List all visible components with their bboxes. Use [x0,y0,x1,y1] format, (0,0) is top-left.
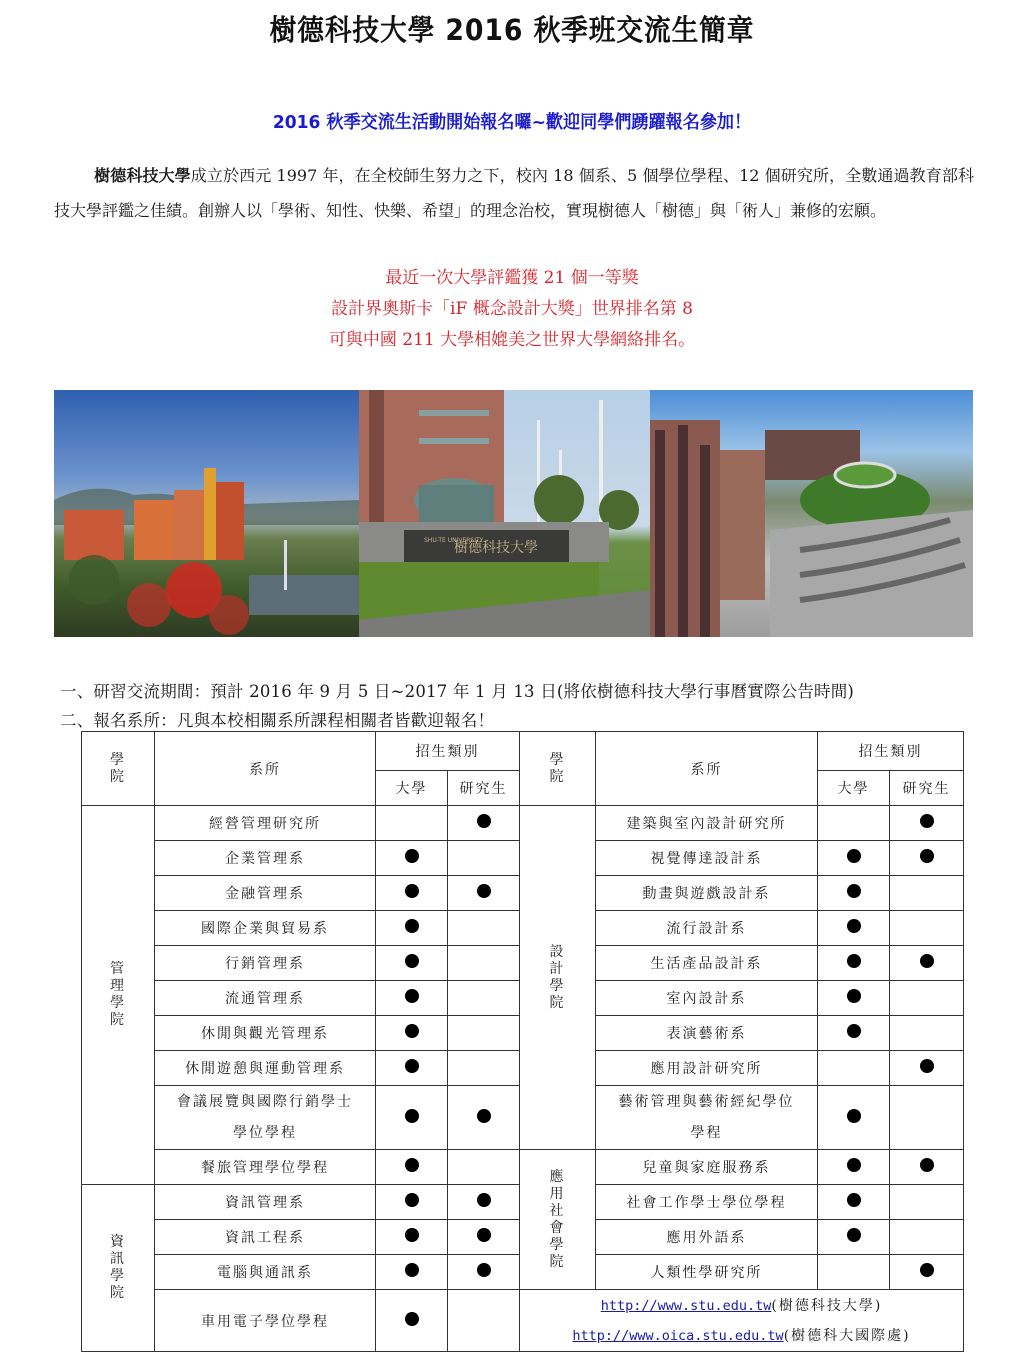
highlight-item: 可與中國 211 大學相媲美之世界大學網絡排名。 [328,330,696,350]
dept-name: 國際企業與貿易系 [155,911,376,946]
highlight-item: 最近一次大學評鑑獲 21 個一等獎 [385,268,639,288]
header-college: 學 院 [520,732,596,806]
dept-name: 行銷管理系 [155,946,376,981]
dept-name: 電腦與通訊系 [155,1255,376,1290]
header-graduate: 研究生 [448,771,520,806]
gr-cell [448,1051,520,1086]
college-design: 設 計 學 院 [520,806,596,1150]
table-row [82,1150,964,1185]
ug-cell [376,841,448,876]
gr-cell [890,1255,964,1290]
enrollment-dot-icon [477,814,491,828]
enrollment-dot-icon [920,1059,934,1073]
dept-name: 企業管理系 [155,841,376,876]
gr-cell [890,806,964,841]
enrollment-dot-icon [405,884,419,898]
enrollment-dot-icon [847,1024,861,1038]
dept-name: 視覺傳達設計系 [596,841,818,876]
ug-cell [376,876,448,911]
gr-cell [448,1086,520,1150]
campus-lake-photo [54,390,359,637]
enrollment-dot-icon [405,1193,419,1207]
enrollment-dot-icon [477,1228,491,1242]
dept-name: 應用設計研究所 [596,1051,818,1086]
enrollment-dot-icon [847,954,861,968]
ug-cell [376,1150,448,1185]
dept-name: 人類性學研究所 [596,1255,818,1290]
gr-cell [890,876,964,911]
gr-cell [448,841,520,876]
ug-cell [376,911,448,946]
enrollment-dot-icon [920,1158,934,1172]
intro-paragraph [54,158,974,228]
highlights [0,263,1024,356]
gr-cell [448,1255,520,1290]
enrollment-dot-icon [847,1158,861,1172]
dept-name: 社會工作學士學位學程 [596,1185,818,1220]
enrollment-dot-icon [920,849,934,863]
table-row [82,1290,964,1352]
gr-cell [448,946,520,981]
dept-name: 流通管理系 [155,981,376,1016]
enrollment-dot-icon [405,954,419,968]
gr-cell [890,946,964,981]
enrollment-dot-icon [405,849,419,863]
stu-website-link[interactable]: http://www.stu.edu.tw [600,1297,772,1314]
ug-cell [818,1150,890,1185]
gr-cell [448,981,520,1016]
dept-name: 休閒遊憩與運動管理系 [155,1051,376,1086]
gr-cell [448,1290,520,1352]
ug-cell [818,911,890,946]
ug-cell [818,1220,890,1255]
dept-name: 會議展覽與國際行銷學士 學位學程 [155,1086,376,1150]
header-category: 招生類別 [376,732,520,771]
enrollment-dot-icon [920,954,934,968]
ug-cell [818,1255,890,1290]
table-row [82,806,964,841]
university-gate-photo [359,390,650,637]
exchange-period: 一、研習交流期間：預計 2016 年 9 月 5 日~2017 年 1 月 13 日(將依樹德科技大學行事曆實際公告時間) [60,682,855,701]
ug-cell [376,1016,448,1051]
ug-cell [376,1086,448,1150]
enrollment-dot-icon [405,1109,419,1123]
dept-name: 餐旅管理學位學程 [155,1150,376,1185]
gr-cell [448,1150,520,1185]
svg-text:SHU-TE UNIVERSITY: SHU-TE UNIVERSITY [424,537,484,544]
intro-text: 成立於西元 1997 年，在全校師生努力之下，校內 18 個系、5 個學位學程、12 個研究所，全數通過教育部科技大學評鑑之佳績。創辦人以「學術、知性、快樂、希望」的理念治校，實現樹德人「樹德」與「術人」兼修的宏願。 [54,166,974,220]
ug-cell [818,1185,890,1220]
school-name: 樹德科技大學 [94,166,191,185]
gr-cell [890,981,964,1016]
enrollment-dot-icon [477,1263,491,1277]
ug-cell [376,946,448,981]
enrollment-dot-icon [477,884,491,898]
ug-cell [818,1086,890,1150]
website-links: http://www.stu.edu.tw(樹德科技大學) http://www.oica.stu.edu.tw(樹德科大國際處) [520,1290,964,1352]
dept-name: 藝術管理與藝術經紀學位 學程 [596,1086,818,1150]
enrollment-dot-icon [920,814,934,828]
gr-cell [890,1016,964,1051]
gate-sign-text: 樹德科技大學 [454,540,538,556]
enrollment-dot-icon [405,1312,419,1326]
page-title: 樹德科技大學 2016 秋季班交流生簡章 [269,13,755,47]
gr-cell [890,1051,964,1086]
enrollment-dot-icon [847,1228,861,1242]
dept-name: 生活產品設計系 [596,946,818,981]
dept-name: 建築與室內設計研究所 [596,806,818,841]
header-undergrad: 大學 [376,771,448,806]
college-information: 資 訊 學 院 [82,1185,155,1352]
header-category: 招生類別 [818,732,964,771]
college-applied-social: 應 用 社 會 學 院 [520,1150,596,1290]
enrollment-dot-icon [405,1059,419,1073]
gr-cell [448,1016,520,1051]
dept-name: 休閒與觀光管理系 [155,1016,376,1051]
ug-cell [376,1051,448,1086]
dept-name: 資訊管理系 [155,1185,376,1220]
highlight-item: 設計界奧斯卡「iF 概念設計大獎」世界排名第 8 [331,299,693,319]
gr-cell [890,1185,964,1220]
campus-photo-strip [54,390,973,637]
announcement-subtitle: 2016 秋季交流生活動開始報名囉~歡迎同學們踴躍報名參加！ [272,112,752,133]
enrollment-dot-icon [405,1158,419,1172]
gr-cell [890,911,964,946]
gr-cell [890,1150,964,1185]
header-college: 學 院 [82,732,155,806]
dept-name: 表演藝術系 [596,1016,818,1051]
enrollment-dot-icon [477,1109,491,1123]
header-graduate: 研究生 [890,771,964,806]
college-management: 管 理 學 院 [82,806,155,1185]
enrollment-dot-icon [847,849,861,863]
ug-cell [376,1220,448,1255]
dept-name: 應用外語系 [596,1220,818,1255]
ug-cell [818,981,890,1016]
dept-name: 資訊工程系 [155,1220,376,1255]
ug-cell [376,981,448,1016]
dept-name: 金融管理系 [155,876,376,911]
enrollment-dot-icon [847,884,861,898]
dept-name: 經營管理研究所 [155,806,376,841]
ug-cell [818,1051,890,1086]
enrollment-dot-icon [847,919,861,933]
ug-cell [818,841,890,876]
enrollment-dot-icon [477,1193,491,1207]
enrollment-dot-icon [405,919,419,933]
ug-cell [818,1016,890,1051]
department-table [81,731,964,1352]
dept-name: 動畫與遊戲設計系 [596,876,818,911]
campus-plaza-photo [650,390,973,637]
header-department: 系所 [596,732,818,806]
enrollment-dot-icon [920,1263,934,1277]
gr-cell [448,1220,520,1255]
gr-cell [448,806,520,841]
gr-cell [448,1185,520,1220]
gr-cell [890,1220,964,1255]
enrollment-dot-icon [405,1263,419,1277]
dept-name: 室內設計系 [596,981,818,1016]
enrollment-dot-icon [847,1193,861,1207]
ug-cell [376,806,448,841]
header-department: 系所 [155,732,376,806]
dept-name: 流行設計系 [596,911,818,946]
enrollment-dot-icon [405,1228,419,1242]
eligible-departments-note: 二、報名系所：凡與本校相關系所課程相關者皆歡迎報名！ [60,711,495,730]
enrollment-dot-icon [847,989,861,1003]
gr-cell [890,841,964,876]
ug-cell [818,946,890,981]
dept-name: 兒童與家庭服務系 [596,1150,818,1185]
ug-cell [376,1255,448,1290]
header-undergrad: 大學 [818,771,890,806]
ug-cell [818,806,890,841]
enrollment-dot-icon [405,1024,419,1038]
enrollment-dot-icon [847,1109,861,1123]
oica-website-link[interactable]: http://www.oica.stu.edu.tw [572,1327,784,1344]
dept-name: 車用電子學位學程 [155,1290,376,1352]
gr-cell [448,911,520,946]
gr-cell [448,876,520,911]
ug-cell [376,1290,448,1352]
gr-cell [890,1086,964,1150]
enrollment-dot-icon [405,989,419,1003]
ug-cell [376,1185,448,1220]
ug-cell [818,876,890,911]
